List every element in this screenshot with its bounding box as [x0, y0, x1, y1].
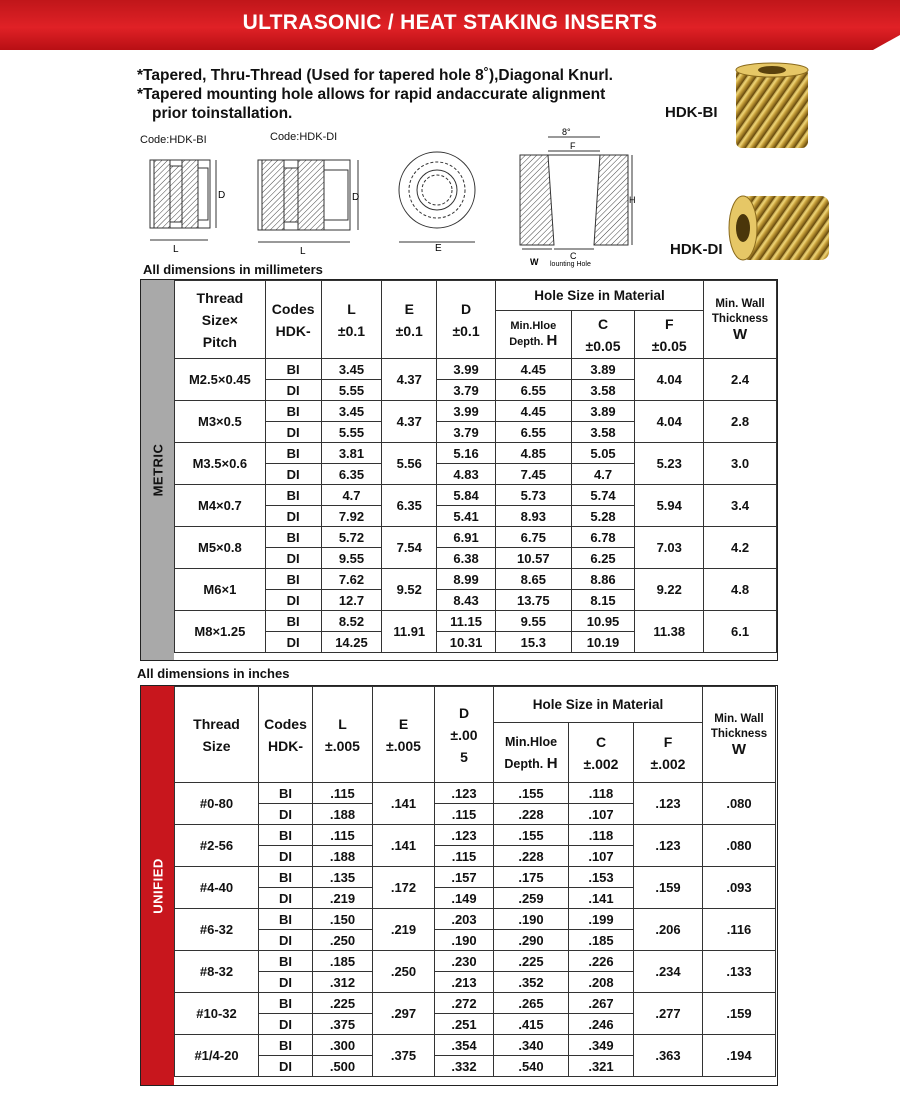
l-cell: 3.45	[321, 401, 382, 422]
h-cell: .190	[494, 909, 569, 930]
e-cell: .172	[373, 867, 435, 909]
d-cell: .115	[435, 846, 494, 867]
header-hole-size: Hole Size in Material	[494, 687, 703, 723]
e-cell: 11.91	[382, 611, 437, 653]
dim-d-label: D	[218, 190, 226, 201]
h-cell: .540	[494, 1056, 569, 1077]
code-cell: BI	[265, 527, 321, 548]
dim-l-label: L	[173, 244, 179, 255]
f-cell: 5.23	[635, 443, 704, 485]
d-cell: .354	[435, 1035, 494, 1056]
d-cell: 4.83	[437, 464, 496, 485]
header-e: E ±0.1	[382, 281, 437, 359]
l-cell: .250	[313, 930, 373, 951]
d-cell: .332	[435, 1056, 494, 1077]
dim-f-label: F	[570, 141, 576, 151]
d-cell: .230	[435, 951, 494, 972]
d-cell: 8.99	[437, 569, 496, 590]
header-f: F ±0.05	[635, 311, 704, 359]
header-d: D ±0.1	[437, 281, 496, 359]
metric-unit-note: All dimensions in millimeters	[143, 262, 323, 277]
thread-size-cell: #10-32	[175, 993, 259, 1035]
l-cell: 9.55	[321, 548, 382, 569]
code-cell: BI	[259, 1035, 313, 1056]
table-row	[175, 993, 776, 1014]
table-row	[175, 359, 777, 380]
d-cell: 10.31	[437, 632, 496, 653]
header-f: F ±.002	[634, 723, 703, 783]
metric-table	[174, 280, 777, 653]
d-cell: 3.99	[437, 359, 496, 380]
header-wall: Min. Wall Thickness W	[703, 687, 776, 783]
h-cell: .225	[494, 951, 569, 972]
header-d: D ±.00 5	[435, 687, 494, 783]
f-cell: .363	[634, 1035, 703, 1077]
table-row	[175, 443, 777, 464]
c-cell: .118	[569, 783, 634, 804]
e-cell: .250	[373, 951, 435, 993]
w-cell: .116	[703, 909, 776, 951]
dim-d-label: D	[352, 192, 360, 203]
h-cell: 4.45	[495, 401, 571, 422]
f-cell: .123	[634, 825, 703, 867]
c-cell: 8.86	[571, 569, 635, 590]
table-row	[175, 951, 776, 972]
h-cell: .155	[494, 783, 569, 804]
l-cell: .115	[313, 783, 373, 804]
code-cell: DI	[265, 548, 321, 569]
h-cell: 5.73	[495, 485, 571, 506]
l-cell: 5.55	[321, 422, 382, 443]
dim-e-label: E	[435, 243, 442, 253]
c-cell: .246	[569, 1014, 634, 1035]
c-cell: .107	[569, 804, 634, 825]
h-cell: .352	[494, 972, 569, 993]
l-cell: .135	[313, 867, 373, 888]
dim-l-label: L	[300, 246, 306, 257]
c-cell: 3.89	[571, 401, 635, 422]
h-cell: 15.3	[495, 632, 571, 653]
h-cell: .228	[494, 846, 569, 867]
code-cell: DI	[259, 972, 313, 993]
h-cell: .259	[494, 888, 569, 909]
code-cell: DI	[259, 804, 313, 825]
header-c: C ±0.05	[571, 311, 635, 359]
d-cell: 11.15	[437, 611, 496, 632]
thread-size-cell: M5×0.8	[175, 527, 266, 569]
e-cell: .141	[373, 783, 435, 825]
w-cell: .133	[703, 951, 776, 993]
e-cell: .141	[373, 825, 435, 867]
w-cell: .093	[703, 867, 776, 909]
f-cell: .159	[634, 867, 703, 909]
unified-table-frame	[140, 685, 778, 1086]
header-codes: Codes HDK-	[265, 281, 321, 359]
code-cell: DI	[265, 506, 321, 527]
w-cell: 4.2	[704, 527, 777, 569]
thread-size-cell: #4-40	[175, 867, 259, 909]
h-cell: .340	[494, 1035, 569, 1056]
page-title: ULTRASONIC / HEAT STAKING INSERTS	[242, 11, 658, 34]
c-cell: 8.15	[571, 590, 635, 611]
mounting-hole-label: lounting Hole	[550, 261, 591, 268]
code-cell: DI	[265, 590, 321, 611]
h-cell: 8.65	[495, 569, 571, 590]
d-cell: .157	[435, 867, 494, 888]
header-h: Min.Hloe Depth. H	[494, 723, 569, 783]
d-cell: 8.43	[437, 590, 496, 611]
f-cell: .206	[634, 909, 703, 951]
l-cell: 5.55	[321, 380, 382, 401]
feature-notes	[137, 66, 613, 123]
l-cell: 3.45	[321, 359, 382, 380]
c-cell: 6.25	[571, 548, 635, 569]
c-cell: .141	[569, 888, 634, 909]
f-cell: 7.03	[635, 527, 704, 569]
metric-side-label: METRIC	[150, 443, 165, 497]
code-cell: BI	[259, 783, 313, 804]
d-cell: 3.79	[437, 380, 496, 401]
l-cell: 7.92	[321, 506, 382, 527]
f-cell: .123	[634, 783, 703, 825]
c-cell: 3.58	[571, 380, 635, 401]
dim-c-label: C	[570, 251, 577, 261]
code-cell: DI	[259, 846, 313, 867]
d-cell: 6.38	[437, 548, 496, 569]
thread-size-cell: M2.5×0.45	[175, 359, 266, 401]
e-cell: 5.56	[382, 443, 437, 485]
code-cell: DI	[259, 930, 313, 951]
header-h: Min.Hloe Depth. H	[495, 311, 571, 359]
c-cell: .349	[569, 1035, 634, 1056]
hdk-bi-photo	[728, 60, 818, 155]
l-cell: 5.72	[321, 527, 382, 548]
d-cell: 3.79	[437, 422, 496, 443]
d-cell: .115	[435, 804, 494, 825]
hdk-di-drawing	[250, 148, 370, 258]
l-cell: .188	[313, 846, 373, 867]
code-cell: BI	[265, 485, 321, 506]
d-cell: .272	[435, 993, 494, 1014]
code-cell: DI	[259, 1014, 313, 1035]
table-row	[175, 611, 777, 632]
dim-h-label: H	[629, 195, 636, 205]
header-e: E ±.005	[373, 687, 435, 783]
l-cell: 4.7	[321, 485, 382, 506]
h-cell: .415	[494, 1014, 569, 1035]
c-cell: 3.89	[571, 359, 635, 380]
header-thread: Thread Size	[175, 687, 259, 783]
h-cell: .290	[494, 930, 569, 951]
hdk-di-photo	[723, 186, 835, 270]
h-cell: .155	[494, 825, 569, 846]
h-cell: 9.55	[495, 611, 571, 632]
w-cell: 2.4	[704, 359, 777, 401]
c-cell: .267	[569, 993, 634, 1014]
code-cell: DI	[265, 632, 321, 653]
table-row	[175, 569, 777, 590]
table-row	[175, 1035, 776, 1056]
d-cell: .251	[435, 1014, 494, 1035]
h-cell: 7.45	[495, 464, 571, 485]
e-cell: 6.35	[382, 485, 437, 527]
h-cell: 8.93	[495, 506, 571, 527]
header-l: L ±0.1	[321, 281, 382, 359]
h-cell: 6.55	[495, 422, 571, 443]
thread-size-cell: M3.5×0.6	[175, 443, 266, 485]
d-cell: 3.99	[437, 401, 496, 422]
e-cell: .297	[373, 993, 435, 1035]
unified-table	[174, 686, 776, 1077]
e-cell: .375	[373, 1035, 435, 1077]
thread-size-cell: #6-32	[175, 909, 259, 951]
thread-size-cell: M4×0.7	[175, 485, 266, 527]
l-cell: .225	[313, 993, 373, 1014]
header-hole-size: Hole Size in Material	[495, 281, 703, 311]
l-cell: 14.25	[321, 632, 382, 653]
l-cell: .500	[313, 1056, 373, 1077]
code-cell: BI	[265, 569, 321, 590]
h-cell: 13.75	[495, 590, 571, 611]
code-cell: BI	[265, 611, 321, 632]
f-cell: 5.94	[635, 485, 704, 527]
code-label-bi: Code:HDK-BI	[140, 134, 207, 146]
code-cell: BI	[259, 909, 313, 930]
h-cell: .175	[494, 867, 569, 888]
code-cell: BI	[265, 359, 321, 380]
code-cell: DI	[265, 464, 321, 485]
header-c: C ±.002	[569, 723, 634, 783]
c-cell: 10.19	[571, 632, 635, 653]
l-cell: .115	[313, 825, 373, 846]
f-cell: 11.38	[635, 611, 704, 653]
f-cell: .277	[634, 993, 703, 1035]
l-cell: .312	[313, 972, 373, 993]
code-cell: BI	[265, 443, 321, 464]
w-cell: 3.0	[704, 443, 777, 485]
w-cell: 4.8	[704, 569, 777, 611]
e-cell: 4.37	[382, 401, 437, 443]
l-cell: .219	[313, 888, 373, 909]
f-cell: 9.22	[635, 569, 704, 611]
c-cell: 4.7	[571, 464, 635, 485]
l-cell: .150	[313, 909, 373, 930]
code-cell: DI	[259, 1056, 313, 1077]
l-cell: .188	[313, 804, 373, 825]
e-cell: 4.37	[382, 359, 437, 401]
thread-size-cell: #2-56	[175, 825, 259, 867]
c-cell: 10.95	[571, 611, 635, 632]
code-cell: BI	[259, 993, 313, 1014]
l-cell: .300	[313, 1035, 373, 1056]
d-cell: 5.16	[437, 443, 496, 464]
c-cell: .153	[569, 867, 634, 888]
thread-size-cell: M3×0.5	[175, 401, 266, 443]
h-cell: 6.75	[495, 527, 571, 548]
thread-size-cell: #8-32	[175, 951, 259, 993]
f-cell: 4.04	[635, 401, 704, 443]
unified-side-band	[141, 686, 174, 1085]
c-cell: .199	[569, 909, 634, 930]
code-label-di: Code:HDK-DI	[270, 131, 338, 143]
table-row	[175, 401, 777, 422]
d-cell: .123	[435, 825, 494, 846]
table-row	[175, 909, 776, 930]
note-line: prior toinstallation.	[152, 105, 293, 122]
e-cell: .219	[373, 909, 435, 951]
w-cell: 6.1	[704, 611, 777, 653]
metric-table-frame	[140, 279, 778, 661]
c-cell: .118	[569, 825, 634, 846]
c-cell: .321	[569, 1056, 634, 1077]
c-cell: 6.78	[571, 527, 635, 548]
hdk-bi-drawing	[140, 148, 230, 258]
e-cell: 9.52	[382, 569, 437, 611]
c-cell: .208	[569, 972, 634, 993]
c-cell: .185	[569, 930, 634, 951]
d-cell: .123	[435, 783, 494, 804]
h-cell: 4.45	[495, 359, 571, 380]
d-cell: .203	[435, 909, 494, 930]
product-label-di: HDK-DI	[670, 241, 723, 258]
thread-size-cell: #1/4-20	[175, 1035, 259, 1077]
code-cell: DI	[259, 888, 313, 909]
l-cell: 7.62	[321, 569, 382, 590]
code-cell: DI	[265, 380, 321, 401]
table-row	[175, 867, 776, 888]
f-cell: .234	[634, 951, 703, 993]
d-cell: .190	[435, 930, 494, 951]
h-cell: 10.57	[495, 548, 571, 569]
thread-size-cell: M6×1	[175, 569, 266, 611]
dim-w-label: W	[530, 257, 539, 267]
l-cell: .375	[313, 1014, 373, 1035]
d-cell: .149	[435, 888, 494, 909]
header-wall: Min. Wall Thickness W	[704, 281, 777, 359]
note-line: *Tapered mounting hole allows for rapid andaccurate alignment	[137, 86, 606, 103]
l-cell: 8.52	[321, 611, 382, 632]
l-cell: 6.35	[321, 464, 382, 485]
code-cell: BI	[259, 867, 313, 888]
w-cell: 3.4	[704, 485, 777, 527]
unified-unit-note: All dimensions in inches	[137, 666, 290, 681]
l-cell: 12.7	[321, 590, 382, 611]
product-label-bi: HDK-BI	[665, 104, 718, 121]
h-cell: 4.85	[495, 443, 571, 464]
header-thread: Thread Size× Pitch	[175, 281, 266, 359]
code-cell: BI	[259, 825, 313, 846]
c-cell: 3.58	[571, 422, 635, 443]
h-cell: 6.55	[495, 380, 571, 401]
c-cell: 5.05	[571, 443, 635, 464]
header-codes: Codes HDK-	[259, 687, 313, 783]
h-cell: .265	[494, 993, 569, 1014]
table-row	[175, 825, 776, 846]
metric-side-band	[141, 280, 174, 660]
e-cell: 7.54	[382, 527, 437, 569]
table-row	[175, 783, 776, 804]
h-cell: .228	[494, 804, 569, 825]
d-cell: .213	[435, 972, 494, 993]
f-cell: 4.04	[635, 359, 704, 401]
thread-size-cell: #0-80	[175, 783, 259, 825]
mounting-hole-drawing	[510, 125, 640, 270]
end-view-drawing	[395, 148, 485, 253]
c-cell: 5.74	[571, 485, 635, 506]
table-row	[175, 527, 777, 548]
w-cell: .159	[703, 993, 776, 1035]
c-cell: 5.28	[571, 506, 635, 527]
d-cell: 6.91	[437, 527, 496, 548]
l-cell: .185	[313, 951, 373, 972]
d-cell: 5.84	[437, 485, 496, 506]
c-cell: .107	[569, 846, 634, 867]
d-cell: 5.41	[437, 506, 496, 527]
code-cell: DI	[265, 422, 321, 443]
w-cell: .194	[703, 1035, 776, 1077]
unified-side-label: UNIFIED	[150, 857, 165, 914]
code-cell: BI	[259, 951, 313, 972]
note-line: *Tapered, Thru-Thread (Used for tapered hole 8˚),Diagonal Knurl.	[137, 67, 613, 84]
thread-size-cell: M8×1.25	[175, 611, 266, 653]
w-cell: 2.8	[704, 401, 777, 443]
dim-angle-label: 8°	[562, 127, 571, 137]
w-cell: .080	[703, 825, 776, 867]
code-cell: BI	[265, 401, 321, 422]
w-cell: .080	[703, 783, 776, 825]
table-row	[175, 485, 777, 506]
c-cell: .226	[569, 951, 634, 972]
header-l: L ±.005	[313, 687, 373, 783]
l-cell: 3.81	[321, 443, 382, 464]
